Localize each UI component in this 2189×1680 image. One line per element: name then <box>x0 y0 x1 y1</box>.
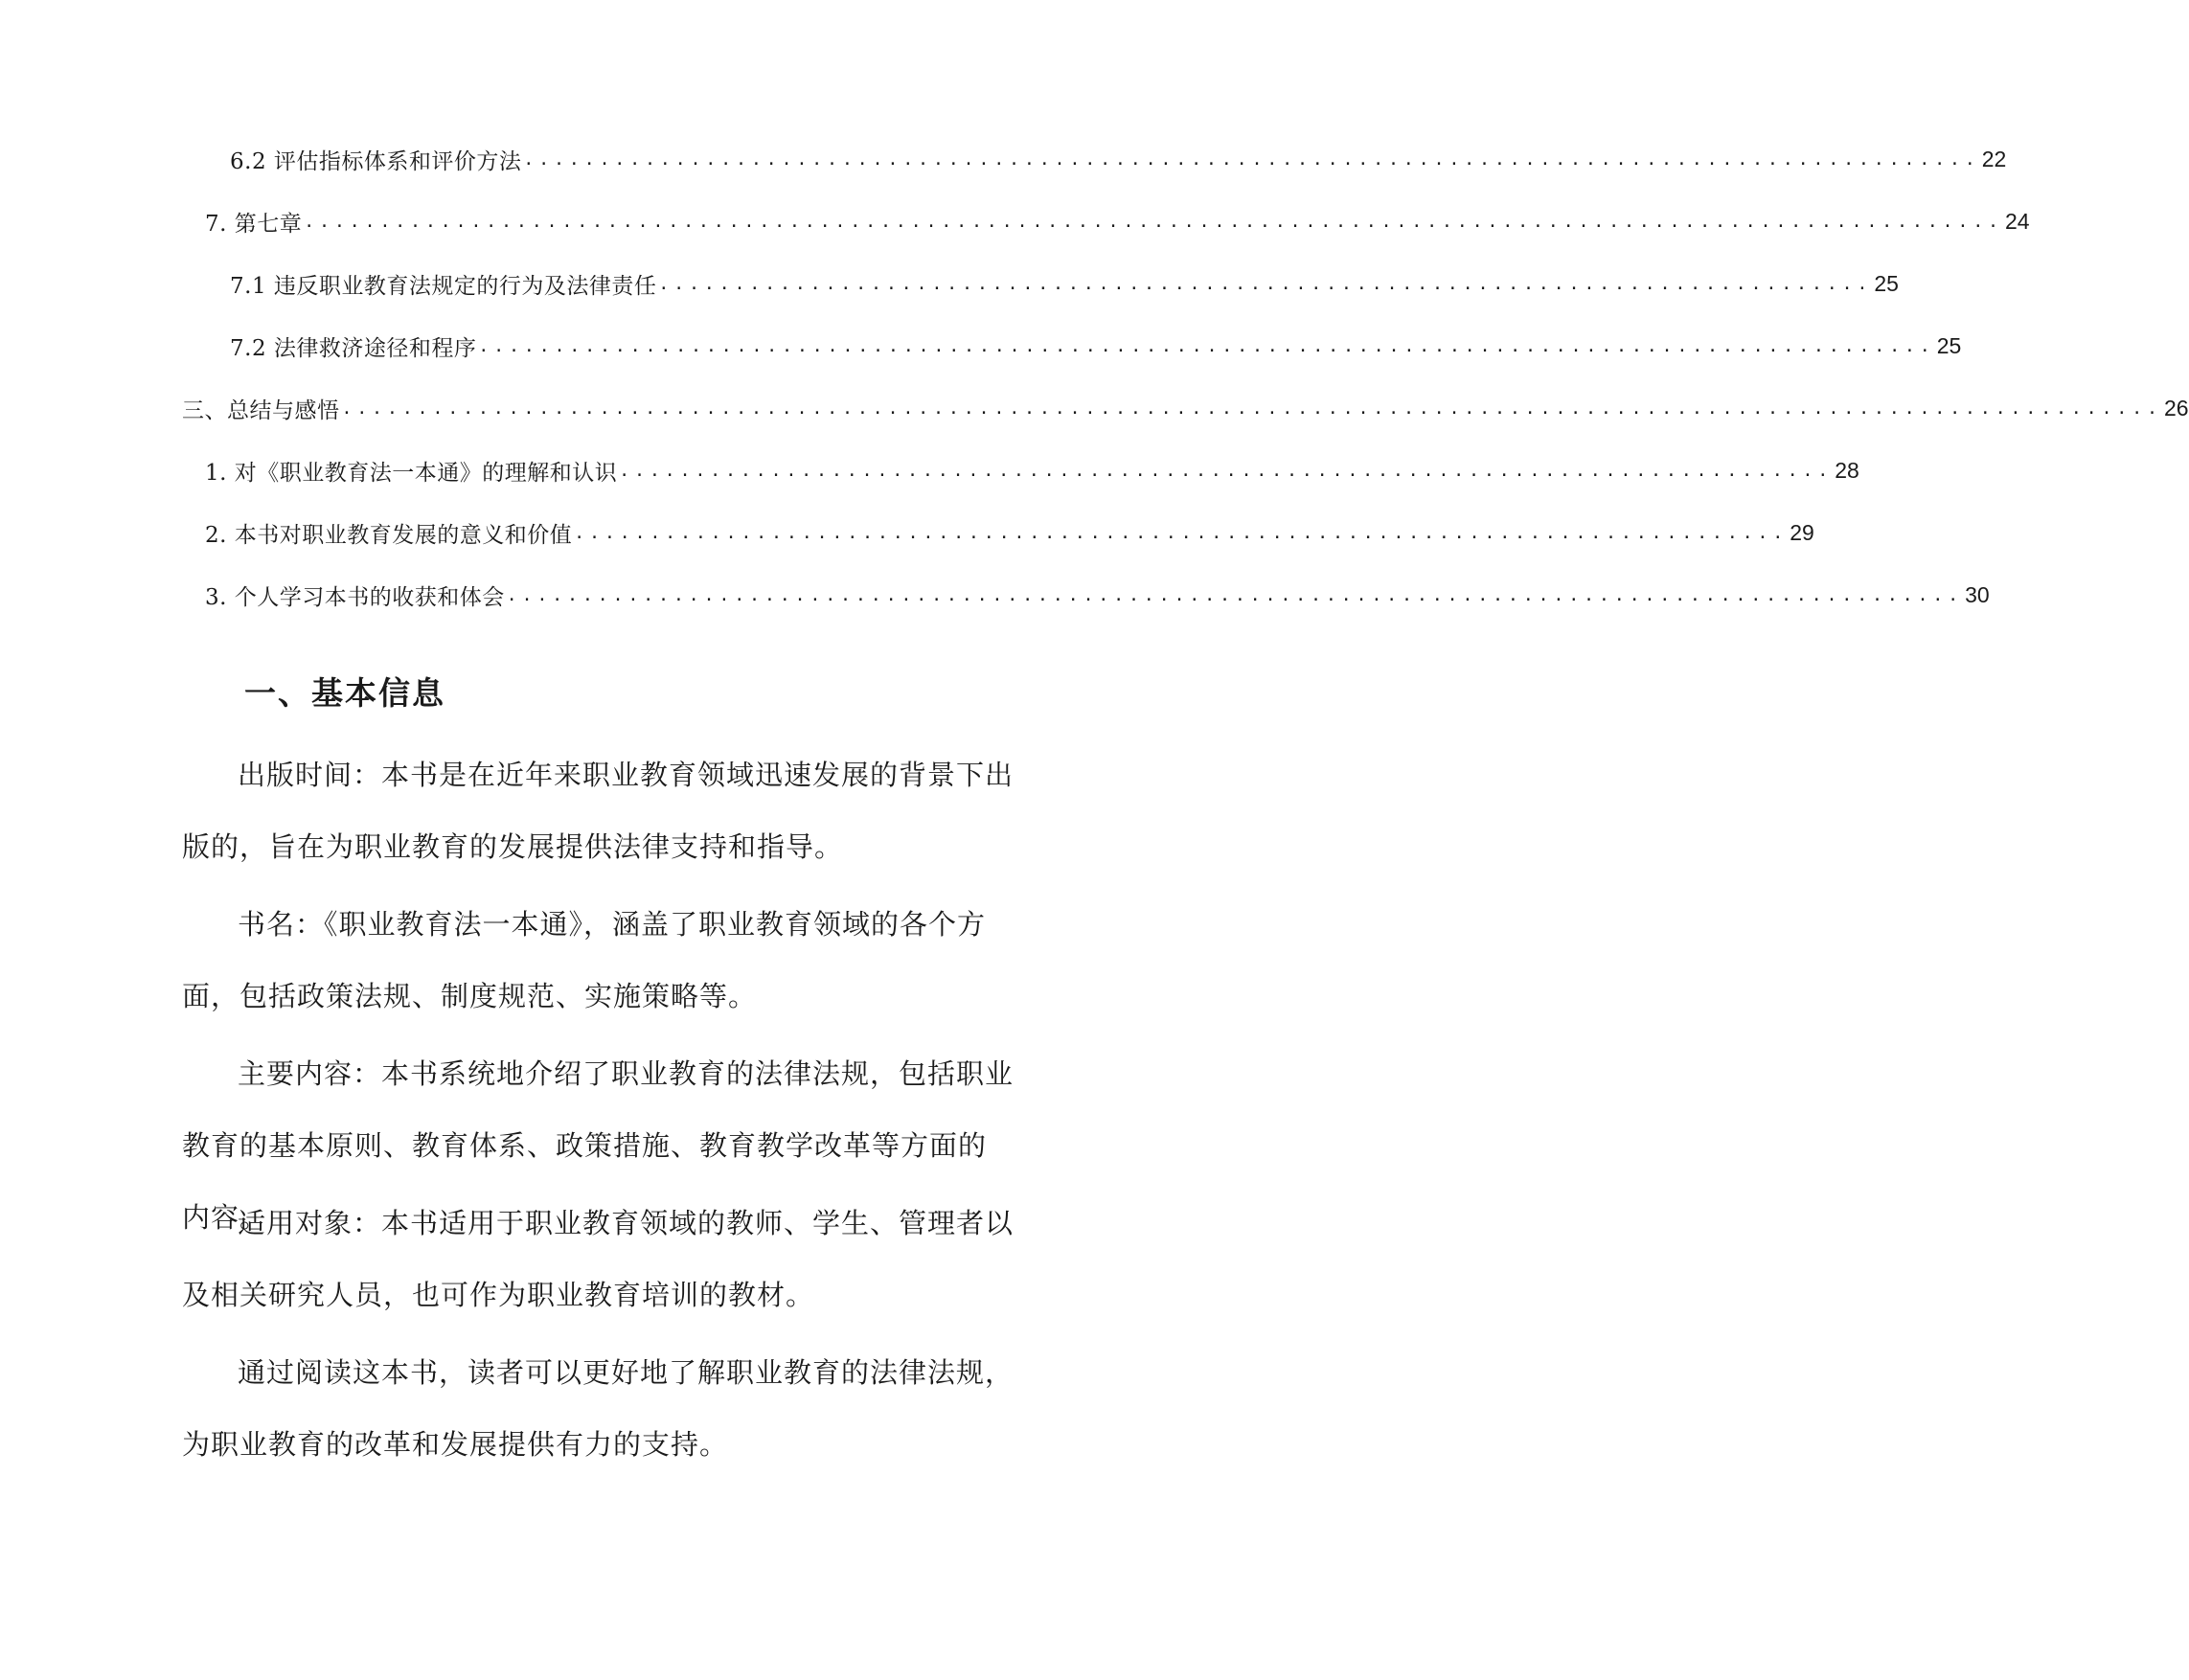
toc-entry-title: 6.2 评估指标体系和评价方法 <box>230 148 522 174</box>
toc-entry-title: 3. 个人学习本书的收获和体会 <box>205 584 505 610</box>
toc-entry-title: 2. 本书对职业教育发展的意义和价值 <box>205 522 573 548</box>
body-paragraph: 书名：《职业教育法一本通》，涵盖了职业教育领域的各个方面，包括政策法规、制度规范、实施策略等。 <box>182 908 987 1012</box>
toc-leader-dots: ................................................................................................ <box>478 335 1935 356</box>
toc-leader-dots: ................................................................................ <box>574 522 1789 543</box>
toc-entry-page: 29 <box>1790 519 1814 545</box>
toc-entry[interactable] <box>205 576 1990 614</box>
body-paragraph: 主要内容：本书系统地介绍了职业教育的法律法规，包括职业教育的基本原则、教育体系、政策措施、教育教学改革等方面的内容。 <box>182 1057 1015 1234</box>
toc-leader-dots: ........................................................................................................................ <box>341 397 2162 419</box>
section-heading: 一、基本信息 <box>244 674 445 712</box>
toc-entry-title: 7.2 法律救济途径和程序 <box>230 335 477 361</box>
toc-entry-title: 三、总结与感悟 <box>182 397 340 423</box>
toc-entry[interactable] <box>230 140 2007 178</box>
body-paragraph: 通过阅读这本书，读者可以更好地了解职业教育的法律法规，为职业教育的改革和发展提供有力的支持。 <box>182 1356 1015 1461</box>
toc-entry[interactable] <box>205 202 2030 240</box>
toc-entry-title: 1. 对《职业教育法一本通》的理解和认识 <box>205 460 618 486</box>
toc-entry-page: 26 <box>2163 395 2189 420</box>
toc-entry-page: 30 <box>1965 581 1990 607</box>
toc-entry[interactable] <box>205 513 1814 552</box>
toc-entry[interactable] <box>182 389 2189 427</box>
toc-entry-page: 25 <box>1874 270 1899 296</box>
toc-entry-page: 24 <box>2005 208 2030 234</box>
toc-entry-page: 25 <box>1936 332 1962 358</box>
body-paragraph: 适用对象：本书适用于职业教育领域的教师、学生、管理者以及相关研究人员，也可作为职业教育培训的教材。 <box>182 1207 1015 1311</box>
toc-entry[interactable] <box>230 327 1962 365</box>
toc-leader-dots: ................................................................................ <box>619 460 1834 481</box>
toc-leader-dots: ................................................................................................................ <box>304 211 2003 232</box>
body-paragraph: 出版时间：本书是在近年来职业教育领域迅速发展的背景下出版的，旨在为职业教育的发展提供法律支持和指导。 <box>182 759 1015 863</box>
toc-entry[interactable] <box>230 264 1899 303</box>
toc-entry-title: 7.1 违反职业教育法规定的行为及法律责任 <box>230 273 657 299</box>
toc-leader-dots: ................................................................................................ <box>506 584 1964 605</box>
toc-entry[interactable] <box>205 451 1859 489</box>
toc-entry-title: 7. 第七章 <box>205 211 303 237</box>
toc-leader-dots: ................................................................................ <box>658 273 1873 294</box>
toc-leader-dots: ................................................................................................ <box>523 148 1980 170</box>
toc-entry-page: 22 <box>1981 146 2007 171</box>
toc-entry-page: 28 <box>1835 457 1859 483</box>
